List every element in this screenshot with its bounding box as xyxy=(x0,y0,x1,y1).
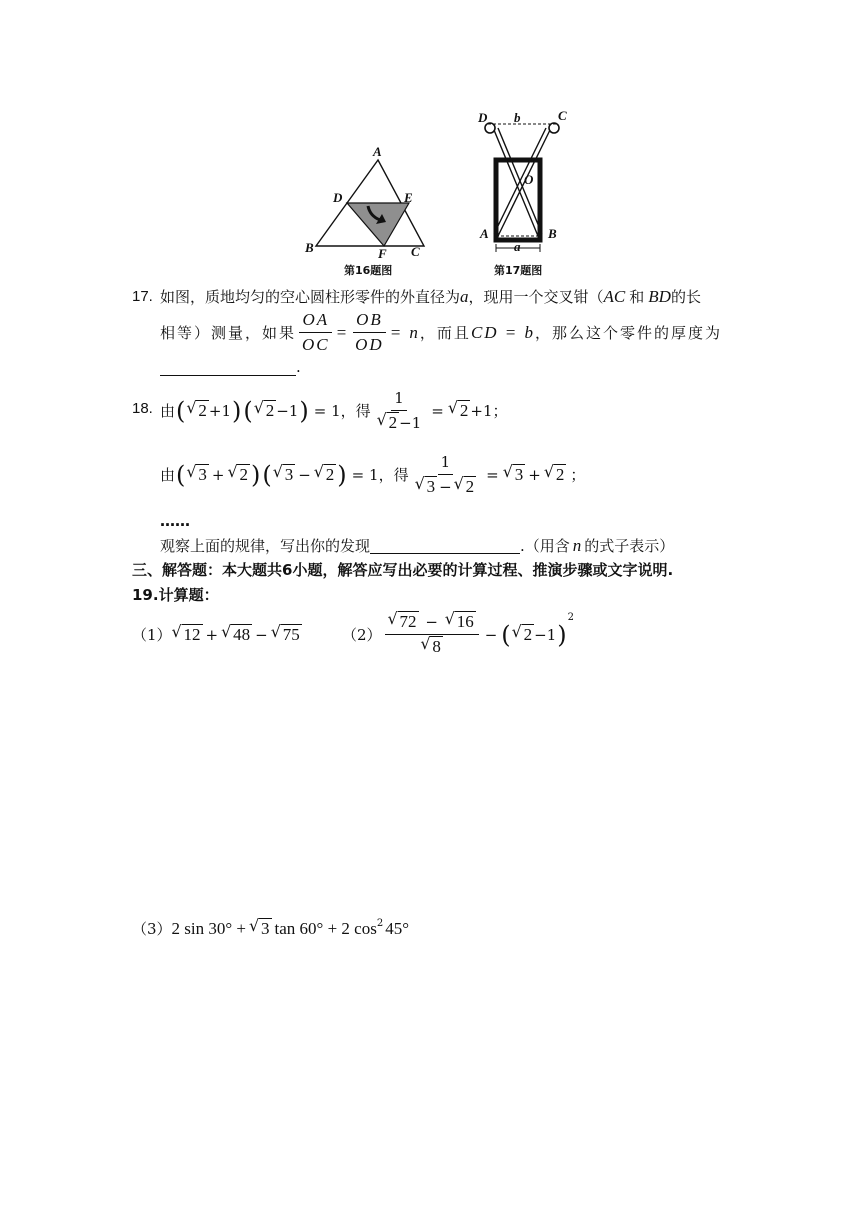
text: 的式子表示） xyxy=(584,537,675,555)
answer-blank xyxy=(370,537,520,554)
question-17-line-2 xyxy=(160,310,722,355)
plus: + xyxy=(211,465,225,484)
minus: − xyxy=(484,625,498,644)
denominator: OD xyxy=(355,335,384,354)
radicand: 8 xyxy=(432,637,441,656)
text: 观察上面的规律，写出你的发现 xyxy=(160,537,371,555)
sqrt-2: √ 2 xyxy=(376,410,398,432)
question-number: 18. xyxy=(132,400,153,417)
cd-equals-b: CD = b xyxy=(470,322,536,342)
label-d: D xyxy=(333,190,343,205)
paren-open: ( xyxy=(176,460,186,489)
var-a: a xyxy=(460,286,469,306)
radicand: 48 xyxy=(233,624,251,644)
var-n: n xyxy=(572,535,582,555)
exponent: 2 xyxy=(376,918,384,929)
paren-close: ) xyxy=(299,396,309,425)
label-a: A xyxy=(480,226,489,241)
segment-bd: BD xyxy=(648,286,671,306)
text: 相等）测量，如果 xyxy=(160,324,297,342)
figure-17 xyxy=(472,108,572,280)
label-b: b xyxy=(514,110,521,125)
sqrt-3: √ 3 xyxy=(186,461,207,484)
question-label: 计算题： xyxy=(158,586,219,604)
radicand: 2 xyxy=(198,400,207,420)
sqrt-75: √ 75 xyxy=(270,621,300,644)
question-19-part-3 xyxy=(132,915,410,939)
fraction-ob-od xyxy=(352,310,387,355)
question-18-line-2 xyxy=(160,452,585,497)
radicand: 2 xyxy=(555,464,565,484)
question-19-part-2 xyxy=(342,609,575,657)
ellipsis: …… xyxy=(160,512,190,530)
label-a-lower: a xyxy=(514,239,521,254)
label-c: C xyxy=(411,244,420,259)
sqrt-48: √ 48 xyxy=(221,621,251,644)
text: ，而且 xyxy=(419,324,471,342)
paren-open: ( xyxy=(176,396,186,425)
question-number: 19. xyxy=(132,585,159,604)
radicand: 2 xyxy=(459,400,469,420)
radicand: 2 xyxy=(325,464,335,484)
segment-ac: AC xyxy=(603,286,626,306)
shaded-triangle-def xyxy=(347,203,409,246)
radicand: 3 xyxy=(261,918,270,938)
sqrt-2: √ 2 xyxy=(227,461,248,484)
figure-17-caption: 第17题图 xyxy=(494,264,543,277)
expression: tan 60° + 2 cos xyxy=(274,918,377,938)
part-label: （2） xyxy=(342,626,382,644)
semicolon: ； xyxy=(570,466,586,484)
fraction-oa-oc xyxy=(299,310,333,355)
numerator: 1 xyxy=(438,452,454,475)
sqrt-3: √ 3 xyxy=(502,461,524,484)
label-a: A xyxy=(373,144,382,159)
minus: − xyxy=(439,478,452,496)
sqrt-2: √ 2 xyxy=(511,621,533,644)
question-17-line-3 xyxy=(160,358,301,376)
sqrt-8: √ 8 xyxy=(420,634,441,656)
plus: + xyxy=(205,625,219,644)
sqrt-3: √ 3 xyxy=(414,474,436,496)
radicand: 2 xyxy=(465,477,475,496)
part-label: （3） xyxy=(132,920,172,938)
label-f: F xyxy=(378,246,387,261)
fraction-reciprocal xyxy=(374,388,425,433)
answer-blank xyxy=(160,359,296,376)
equals: = xyxy=(431,401,444,420)
radicand: 75 xyxy=(282,624,300,644)
text: 由 xyxy=(160,402,176,420)
radicand: 3 xyxy=(284,464,294,484)
equals-1: = 1 xyxy=(313,401,341,420)
semicolon: ； xyxy=(492,402,508,420)
paren-close: ) xyxy=(557,620,567,649)
minus: − xyxy=(425,613,438,631)
question-18-observe xyxy=(160,535,674,556)
part-label: （1） xyxy=(132,626,172,644)
minus-1: −1 xyxy=(534,625,557,644)
paren-open: ( xyxy=(243,396,253,425)
radicand: 2 xyxy=(388,413,398,432)
radicand: 12 xyxy=(183,624,201,644)
text: 和 xyxy=(629,288,645,306)
radicand: 2 xyxy=(523,624,533,644)
minus-1: −1 xyxy=(276,401,299,420)
radicand: 16 xyxy=(456,612,474,631)
question-17-line-1 xyxy=(160,286,701,307)
denominator xyxy=(374,411,425,433)
paren-open: ( xyxy=(501,620,511,649)
label-c: C xyxy=(558,108,567,123)
sqrt-72: √ 72 xyxy=(387,609,417,631)
section-3-title: 三、解答题：本大题共6小题，解答应写出必要的计算过程、推演步骤或文字说明. xyxy=(132,561,674,579)
radicand: 2 xyxy=(265,400,275,420)
radicand: 3 xyxy=(514,464,524,484)
equals-n: = n xyxy=(389,322,420,342)
question-19-part-1 xyxy=(132,621,302,645)
denominator xyxy=(417,635,446,657)
denominator xyxy=(412,475,480,497)
text: ，那么这个零件的厚度为 xyxy=(535,324,723,342)
text: ，得 xyxy=(378,466,409,484)
minus-1: −1 xyxy=(399,414,422,432)
sqrt-2: √ 2 xyxy=(447,397,469,420)
question-number: 17. xyxy=(132,288,153,305)
paren-open: ( xyxy=(262,460,272,489)
text: 如图，质地均匀的空心圆柱形零件的外直径为 xyxy=(160,288,461,306)
numerator: OB xyxy=(353,310,386,333)
expression: 45° xyxy=(385,918,410,938)
paren-close: ) xyxy=(337,460,347,489)
text: .（用含 xyxy=(520,537,570,555)
minus: − xyxy=(255,625,268,644)
question-18-line-1 xyxy=(160,388,508,433)
equals: = xyxy=(486,465,499,484)
label-e: E xyxy=(404,190,413,205)
radicand: 3 xyxy=(198,464,207,484)
text: . xyxy=(296,358,301,376)
plus: + xyxy=(528,465,541,484)
exponent: 2 xyxy=(567,612,575,623)
equals: = xyxy=(335,322,350,342)
numerator: 1 xyxy=(391,388,407,411)
radicand: 3 xyxy=(426,477,436,496)
numerator: OA xyxy=(299,310,332,333)
label-b-upper: B xyxy=(548,226,557,241)
paren-close: ) xyxy=(232,396,242,425)
sqrt-2: √ 2 xyxy=(186,397,207,420)
sqrt-3: √ 3 xyxy=(249,915,270,938)
equals-1: = 1 xyxy=(351,465,379,484)
minus: − xyxy=(298,465,311,484)
plus-1: +1 xyxy=(470,401,493,420)
figure-16-caption: 第16题图 xyxy=(344,264,393,277)
fraction-reciprocal xyxy=(412,452,480,497)
radicand: 72 xyxy=(399,612,417,631)
label-b: B xyxy=(305,240,314,255)
text: ，得 xyxy=(340,402,371,420)
paren-close: ) xyxy=(250,460,261,489)
figure-17-drawing xyxy=(472,108,572,280)
label-d: D xyxy=(478,110,488,125)
sqrt-2: √ 2 xyxy=(313,461,335,484)
plus-1: +1 xyxy=(208,401,232,420)
question-19-header xyxy=(132,584,219,605)
sqrt-3: √ 3 xyxy=(272,461,294,484)
radicand: 2 xyxy=(239,464,248,484)
sqrt-2: √ 2 xyxy=(253,397,275,420)
figure-16 xyxy=(300,140,430,280)
sqrt-12: √ 12 xyxy=(171,621,201,644)
text: ，现用一个交叉钳（ xyxy=(468,288,604,306)
fraction-sqrt xyxy=(385,609,479,657)
text: 的长 xyxy=(670,288,701,306)
text: 由 xyxy=(160,466,176,484)
denominator: OC xyxy=(302,335,330,354)
label-o: O xyxy=(524,172,534,187)
sqrt-2: √ 2 xyxy=(543,461,565,484)
sqrt-2: √ 2 xyxy=(453,474,475,496)
sqrt-16: √ 16 xyxy=(444,609,474,631)
expression: 2 sin 30° + xyxy=(171,918,247,938)
numerator xyxy=(385,609,479,635)
